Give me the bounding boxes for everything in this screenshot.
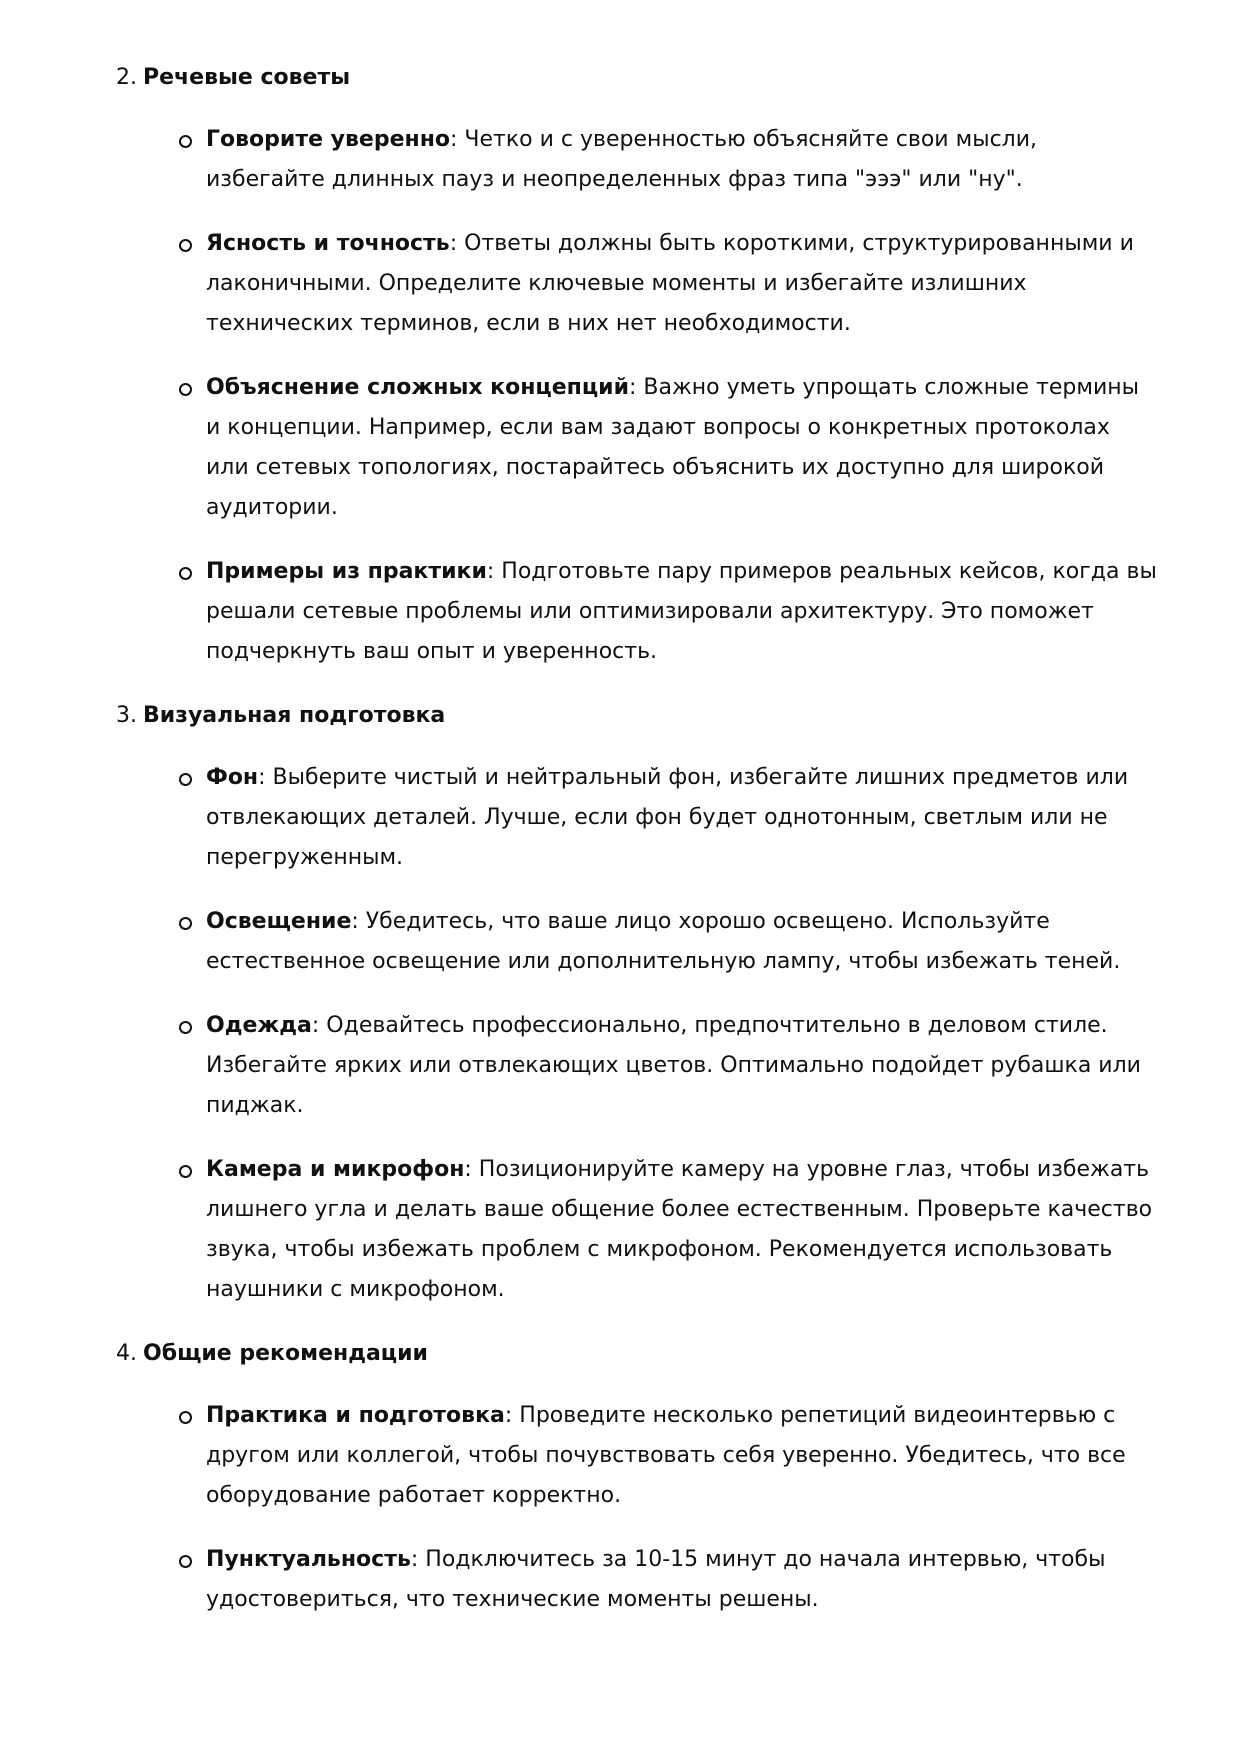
list-item — [179, 758, 1159, 878]
list-item — [179, 902, 1159, 982]
hollow-circle-bullet-icon — [179, 917, 192, 930]
section-number: 2. — [116, 65, 137, 90]
section-title: Общие рекомендации — [143, 1341, 428, 1366]
hollow-circle-bullet-icon — [179, 1411, 192, 1424]
section-speech-tips — [116, 58, 1159, 672]
list-item — [179, 368, 1159, 528]
item-term: Объяснение сложных концепций — [206, 375, 629, 400]
item-text: : Ответы должны быть короткими, структурированными и лаконичными. Определите ключевые моменты и избегайте излишних технических терминов, если в них нет необходимости. — [206, 231, 1134, 336]
section-title: Визуальная подготовка — [143, 703, 446, 728]
hollow-circle-bullet-icon — [179, 135, 192, 148]
item-term: Одежда — [206, 1013, 312, 1038]
item-text: : Четко и с уверенностью объясняйте свои мысли, избегайте длинных пауз и неопределенных фраз типа "эээ" или "ну". — [206, 127, 1038, 192]
list-item — [179, 1150, 1159, 1310]
item-term: Говорите уверенно — [206, 127, 451, 152]
bullet-list — [116, 1396, 1159, 1620]
hollow-circle-bullet-icon — [179, 773, 192, 786]
item-term: Примеры из практики — [206, 559, 487, 584]
bullet-list — [116, 758, 1159, 1310]
item-term: Пунктуальность — [206, 1547, 411, 1572]
hollow-circle-bullet-icon — [179, 383, 192, 396]
item-text: : Выберите чистый и нейтральный фон, избегайте лишних предметов или отвлекающих деталей. Лучше, если фон будет однотонным, светлым или не перегруженным. — [206, 765, 1129, 870]
item-term: Камера и микрофон — [206, 1157, 465, 1182]
item-text: : Важно уметь упрощать сложные термины и концепции. Например, если вам задают вопросы о конкретных протоколах или сетевых топологиях, постарайтесь объяснить их доступно для широкой аудитории. — [206, 375, 1140, 520]
section-title: Речевые советы — [143, 65, 351, 90]
item-term: Освещение — [206, 909, 352, 934]
list-item — [179, 120, 1159, 200]
item-text: : Одевайтесь профессионально, предпочтительно в деловом стиле. Избегайте ярких или отвлекающих цветов. Оптимально подойдет рубашка или пиджак. — [206, 1013, 1141, 1118]
hollow-circle-bullet-icon — [179, 567, 192, 580]
list-item — [179, 224, 1159, 344]
section-number: 3. — [116, 703, 137, 728]
section-visual-preparation — [116, 696, 1159, 1310]
item-text: : Подключитесь за 10-15 минут до начала интервью, чтобы удостовериться, что технические моменты решены. — [206, 1547, 1106, 1612]
list-item — [179, 1006, 1159, 1126]
item-text: : Убедитесь, что ваше лицо хорошо освещено. Используйте естественное освещение или дополнительную лампу, чтобы избежать теней. — [206, 909, 1121, 974]
item-text: : Подготовьте пару примеров реальных кейсов, когда вы решали сетевые проблемы или оптимизировали архитектуру. Это поможет подчеркнуть ваш опыт и уверенность. — [206, 559, 1157, 664]
bullet-list — [116, 120, 1159, 672]
section-heading — [116, 58, 1159, 98]
list-item — [179, 552, 1159, 672]
list-item — [179, 1540, 1159, 1620]
item-term: Ясность и точность — [206, 231, 450, 256]
item-term: Фон — [206, 765, 259, 790]
hollow-circle-bullet-icon — [179, 1555, 192, 1568]
item-text: : Позиционируйте камеру на уровне глаз, чтобы избежать лишнего угла и делать ваше общение более естественным. Проверьте качество звука, чтобы избежать проблем с микрофоном. Рекомендуется использовать наушники с микрофоном. — [206, 1157, 1153, 1302]
list-item — [179, 1396, 1159, 1516]
section-heading — [116, 696, 1159, 736]
section-heading — [116, 1334, 1159, 1374]
hollow-circle-bullet-icon — [179, 239, 192, 252]
hollow-circle-bullet-icon — [179, 1021, 192, 1034]
section-number: 4. — [116, 1341, 137, 1366]
item-term: Практика и подготовка — [206, 1403, 505, 1428]
hollow-circle-bullet-icon — [179, 1165, 192, 1178]
item-text: : Проведите несколько репетиций видеоинтервью с другом или коллегой, чтобы почувствовать себя уверенно. Убедитесь, что все оборудование работает корректно. — [206, 1403, 1126, 1508]
section-general-recommendations — [116, 1334, 1159, 1620]
